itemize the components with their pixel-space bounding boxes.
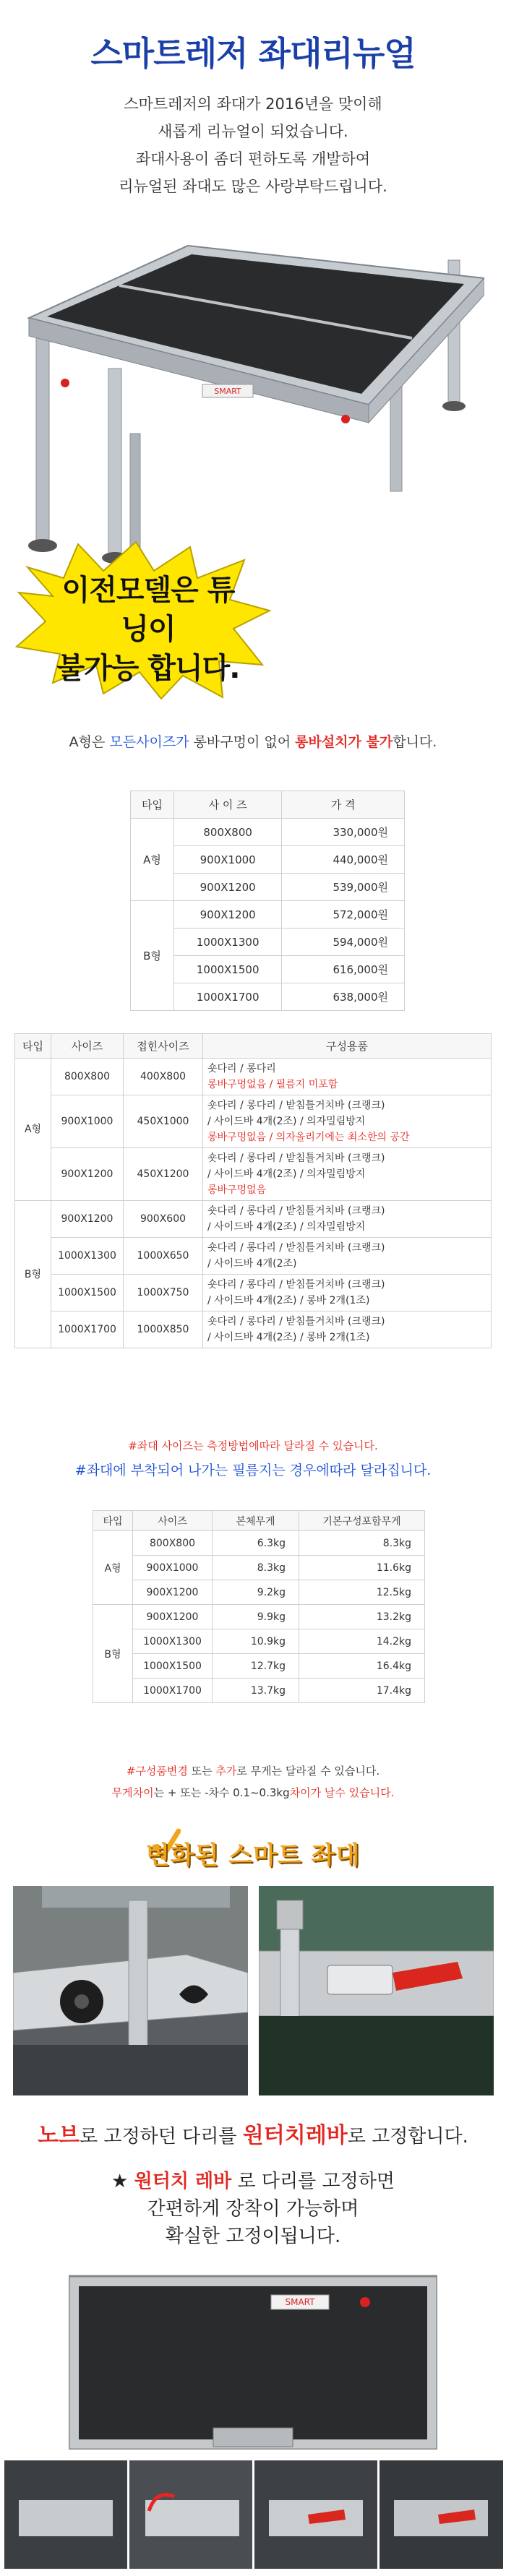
note-text: 추가 (215, 1765, 237, 1778)
intro-line: 좌대사용이 좀더 편하도록 개발하여 (135, 150, 371, 168)
col-fold-size: 접힌사이즈 (124, 1034, 203, 1059)
col-size: 사이즈 (133, 1511, 213, 1531)
knob-leg-photo (13, 1886, 248, 2095)
size-cell: 900X1200 (133, 1580, 213, 1605)
star-line (0, 2168, 506, 2195)
component-line: / 사이드바 4개(2조) (207, 1258, 297, 1270)
table-row (93, 1531, 425, 1556)
table-row (93, 1605, 425, 1629)
col-size: 사 이 즈 (174, 791, 282, 819)
table-header-row (15, 1034, 492, 1059)
size-cell: 900X1200 (51, 1148, 124, 1201)
component-line: 롱바구멍없음 (207, 1184, 267, 1196)
table-row (15, 1275, 492, 1311)
component-line: 숏다리 / 롱다리 (207, 1063, 276, 1074)
highlight-text: 원터치 레바 (134, 2171, 232, 2192)
table-row (15, 1095, 492, 1148)
size-cell: 900X1000 (174, 846, 282, 874)
table-row (93, 1556, 425, 1580)
table-row (93, 1654, 425, 1679)
weight-tolerance-note (0, 1785, 506, 1800)
brand-logo: SMART (214, 387, 241, 396)
type-cell: A형 (15, 1059, 51, 1201)
spec-table (14, 1033, 492, 1348)
note-text: 는 + 또는 -차수 0.1~0.3kg (153, 1786, 290, 1799)
component-line: 숏다리 / 롱다리 / 받침틀거치바 (크랭크) (207, 1205, 385, 1217)
type-cell: A형 (131, 819, 174, 901)
size-cell: 900X1200 (174, 901, 282, 929)
knob-to-lever-text (0, 2117, 506, 2149)
table-row (15, 1201, 492, 1238)
component-line: / 사이드바 4개(2조) / 의자밀림방지 (207, 1168, 366, 1180)
size-cell: 900X1000 (133, 1556, 213, 1580)
table-row (15, 1311, 492, 1348)
component-line: 숏다리 / 롱다리 / 받침틀거치바 (크랭크) (207, 1279, 385, 1291)
highlight-text: 원터치레바 (242, 2123, 348, 2148)
fold-size-cell: 450X1000 (124, 1095, 203, 1148)
platform-photo (22, 217, 484, 571)
price-cell: 572,000원 (282, 901, 405, 929)
size-cell: 900X1200 (174, 874, 282, 901)
table-row (131, 819, 405, 846)
intro-line: 새롭게 리뉴얼이 되었습니다. (158, 123, 348, 140)
col-body-weight: 본체무게 (213, 1511, 299, 1531)
film-note: #좌대에 부착되어 나가는 필름지는 경우에따라 달라집니다. (74, 1463, 432, 1478)
body-weight-cell: 6.3kg (213, 1531, 299, 1556)
full-weight-cell: 14.2kg (299, 1629, 425, 1654)
body-weight-cell: 9.2kg (213, 1580, 299, 1605)
table-row (93, 1629, 425, 1654)
full-weight-cell: 8.3kg (299, 1531, 425, 1556)
table-header-row (131, 791, 405, 819)
body-text: 확실한 고정이됩니다. (165, 2226, 341, 2247)
size-cell: 900X1200 (51, 1201, 124, 1238)
body-text: 로 다리를 고정하면 (231, 2171, 395, 2192)
component-line: / 사이드바 4개(2조) / 롱바 2개(1조) (207, 1295, 370, 1306)
component-line: 롱바구멍없음 / 의자올리기에는 최소한의 공간 (207, 1132, 410, 1143)
folded-platform-photo (69, 2269, 437, 2450)
table-header-row (93, 1511, 425, 1531)
components-cell (203, 1059, 492, 1095)
full-weight-cell: 11.6kg (299, 1556, 425, 1580)
fold-size-cell: 450X1200 (124, 1148, 203, 1201)
body-weight-cell: 13.7kg (213, 1679, 299, 1703)
component-line: 숏다리 / 롱다리 / 받침틀거치바 (크랭크) (207, 1100, 385, 1111)
size-cell: 800X800 (174, 819, 282, 846)
size-cell: 1000X1500 (133, 1654, 213, 1679)
fold-size-cell: 1000X650 (124, 1238, 203, 1275)
body-text: 간편하게 장착이 가능하며 (147, 2198, 359, 2220)
size-cell: 1000X1700 (51, 1311, 124, 1348)
size-cell: 800X800 (133, 1531, 213, 1556)
table-row (15, 1238, 492, 1275)
lever-step-thumbnails (4, 2460, 503, 2569)
body-weight-cell: 12.7kg (213, 1654, 299, 1679)
table-row (93, 1580, 425, 1605)
price-cell: 330,000원 (282, 819, 405, 846)
body-text: 로 고정합니다. (347, 2126, 468, 2148)
components-cell (203, 1275, 492, 1311)
components-cell (203, 1095, 492, 1148)
note-text: 합니다. (393, 734, 437, 750)
col-type: 타입 (93, 1511, 133, 1531)
components-cell (203, 1148, 492, 1201)
component-line: 숏다리 / 롱다리 / 받침틀거치바 (크랭크) (207, 1316, 385, 1327)
size-cell: 1000X1500 (51, 1275, 124, 1311)
price-cell: 638,000원 (282, 983, 405, 1011)
one-touch-lever-text (0, 2168, 506, 2250)
components-cell (203, 1201, 492, 1238)
highlight-text: 노브 (38, 2123, 80, 2148)
col-size: 사이즈 (51, 1034, 124, 1059)
component-line: / 사이드바 4개(2조) / 롱바 2개(1조) (207, 1332, 370, 1343)
col-full-weight: 기본구성포함무게 (299, 1511, 425, 1531)
components-cell (203, 1238, 492, 1275)
type-cell: B형 (15, 1201, 51, 1348)
full-weight-cell: 16.4kg (299, 1654, 425, 1679)
body-text: 로 고정하던 다리를 (80, 2126, 243, 2148)
fold-size-cell: 1000X750 (124, 1275, 203, 1311)
intro-line: 리뉴얼된 좌대도 많은 사랑부탁드립니다. (119, 178, 387, 195)
fold-size-cell: 400X800 (124, 1059, 203, 1095)
burst-line: 이전모델은 튜닝이 (61, 574, 235, 646)
weight-table (93, 1510, 425, 1703)
size-cell: 1000X1300 (133, 1629, 213, 1654)
intro-line: 스마트레저의 좌대가 2016년을 맞이해 (124, 95, 382, 113)
size-cell: 1000X1700 (133, 1679, 213, 1703)
component-line: / 사이드바 4개(2조) / 의자밀림방지 (207, 1116, 366, 1127)
size-cell: 1000X1500 (174, 956, 282, 983)
component-line: 롱바구멍없음 / 필름지 미포함 (207, 1079, 338, 1090)
a-type-note (0, 731, 506, 751)
page-title: 스마트레저 좌대리뉴얼 (90, 34, 416, 73)
col-type: 타입 (131, 791, 174, 819)
col-price: 가 격 (282, 791, 405, 819)
table-row (93, 1679, 425, 1703)
star-icon: ★ (111, 2171, 129, 2192)
table-row (15, 1059, 492, 1095)
price-table (130, 791, 405, 1011)
col-components: 구성용품 (203, 1034, 492, 1059)
table-row (131, 901, 405, 929)
intro-text (0, 90, 506, 200)
component-line: 숏다리 / 롱다리 / 받침틀거치바 (크랭크) (207, 1242, 385, 1254)
full-weight-cell: 17.4kg (299, 1679, 425, 1703)
note-warning: 롱바설치가 불가 (295, 734, 393, 750)
component-line: / 사이드바 4개(2조) / 의자밀림방지 (207, 1221, 366, 1233)
body-weight-cell: 8.3kg (213, 1556, 299, 1580)
note-text: 차이가 날수 있습니다. (289, 1786, 395, 1799)
weight-change-note (0, 1763, 506, 1778)
note-text: 로 무게는 달라질 수 있습니다. (236, 1765, 380, 1778)
changed-section-title: 변화된 스마트 좌대 (145, 1841, 361, 1870)
note-text: 롱바구멍이 없어 (189, 734, 296, 750)
note-text: 무게차이 (111, 1786, 154, 1799)
note-text: A형은 (69, 734, 110, 750)
table-row (15, 1148, 492, 1201)
brand-logo: SMART (285, 2297, 315, 2307)
size-cell: 1000X1700 (174, 983, 282, 1011)
note-highlight: 모든사이즈가 (109, 734, 189, 750)
size-cell: 1000X1300 (174, 929, 282, 956)
type-cell: B형 (131, 901, 174, 1011)
body-weight-cell: 10.9kg (213, 1629, 299, 1654)
burst-line: 불가능 합니다. (56, 652, 240, 685)
full-weight-cell: 13.2kg (299, 1605, 425, 1629)
price-cell: 440,000원 (282, 846, 405, 874)
price-cell: 539,000원 (282, 874, 405, 901)
body-weight-cell: 9.9kg (213, 1605, 299, 1629)
type-cell: B형 (93, 1605, 133, 1703)
component-line: 숏다리 / 롱다리 / 받침틀거치바 (크랭크) (207, 1153, 385, 1164)
fold-size-cell: 900X600 (124, 1201, 203, 1238)
col-type: 타입 (15, 1034, 51, 1059)
lever-leg-photo (259, 1886, 494, 2095)
full-weight-cell: 12.5kg (299, 1580, 425, 1605)
fold-size-cell: 1000X850 (124, 1311, 203, 1348)
components-cell (203, 1311, 492, 1348)
note-text: 또는 (187, 1765, 216, 1778)
size-cell: 800X800 (51, 1059, 124, 1095)
price-cell: 616,000원 (282, 956, 405, 983)
size-cell: 900X1000 (51, 1095, 124, 1148)
type-cell: A형 (93, 1531, 133, 1605)
burst-text (51, 571, 246, 688)
price-cell: 594,000원 (282, 929, 405, 956)
size-cell: 1000X1300 (51, 1238, 124, 1275)
note-text: #구성품변경 (126, 1765, 188, 1778)
size-measure-note: #좌대 사이즈는 측정방법에따라 달라질 수 있습니다. (128, 1439, 378, 1452)
size-cell: 900X1200 (133, 1605, 213, 1629)
